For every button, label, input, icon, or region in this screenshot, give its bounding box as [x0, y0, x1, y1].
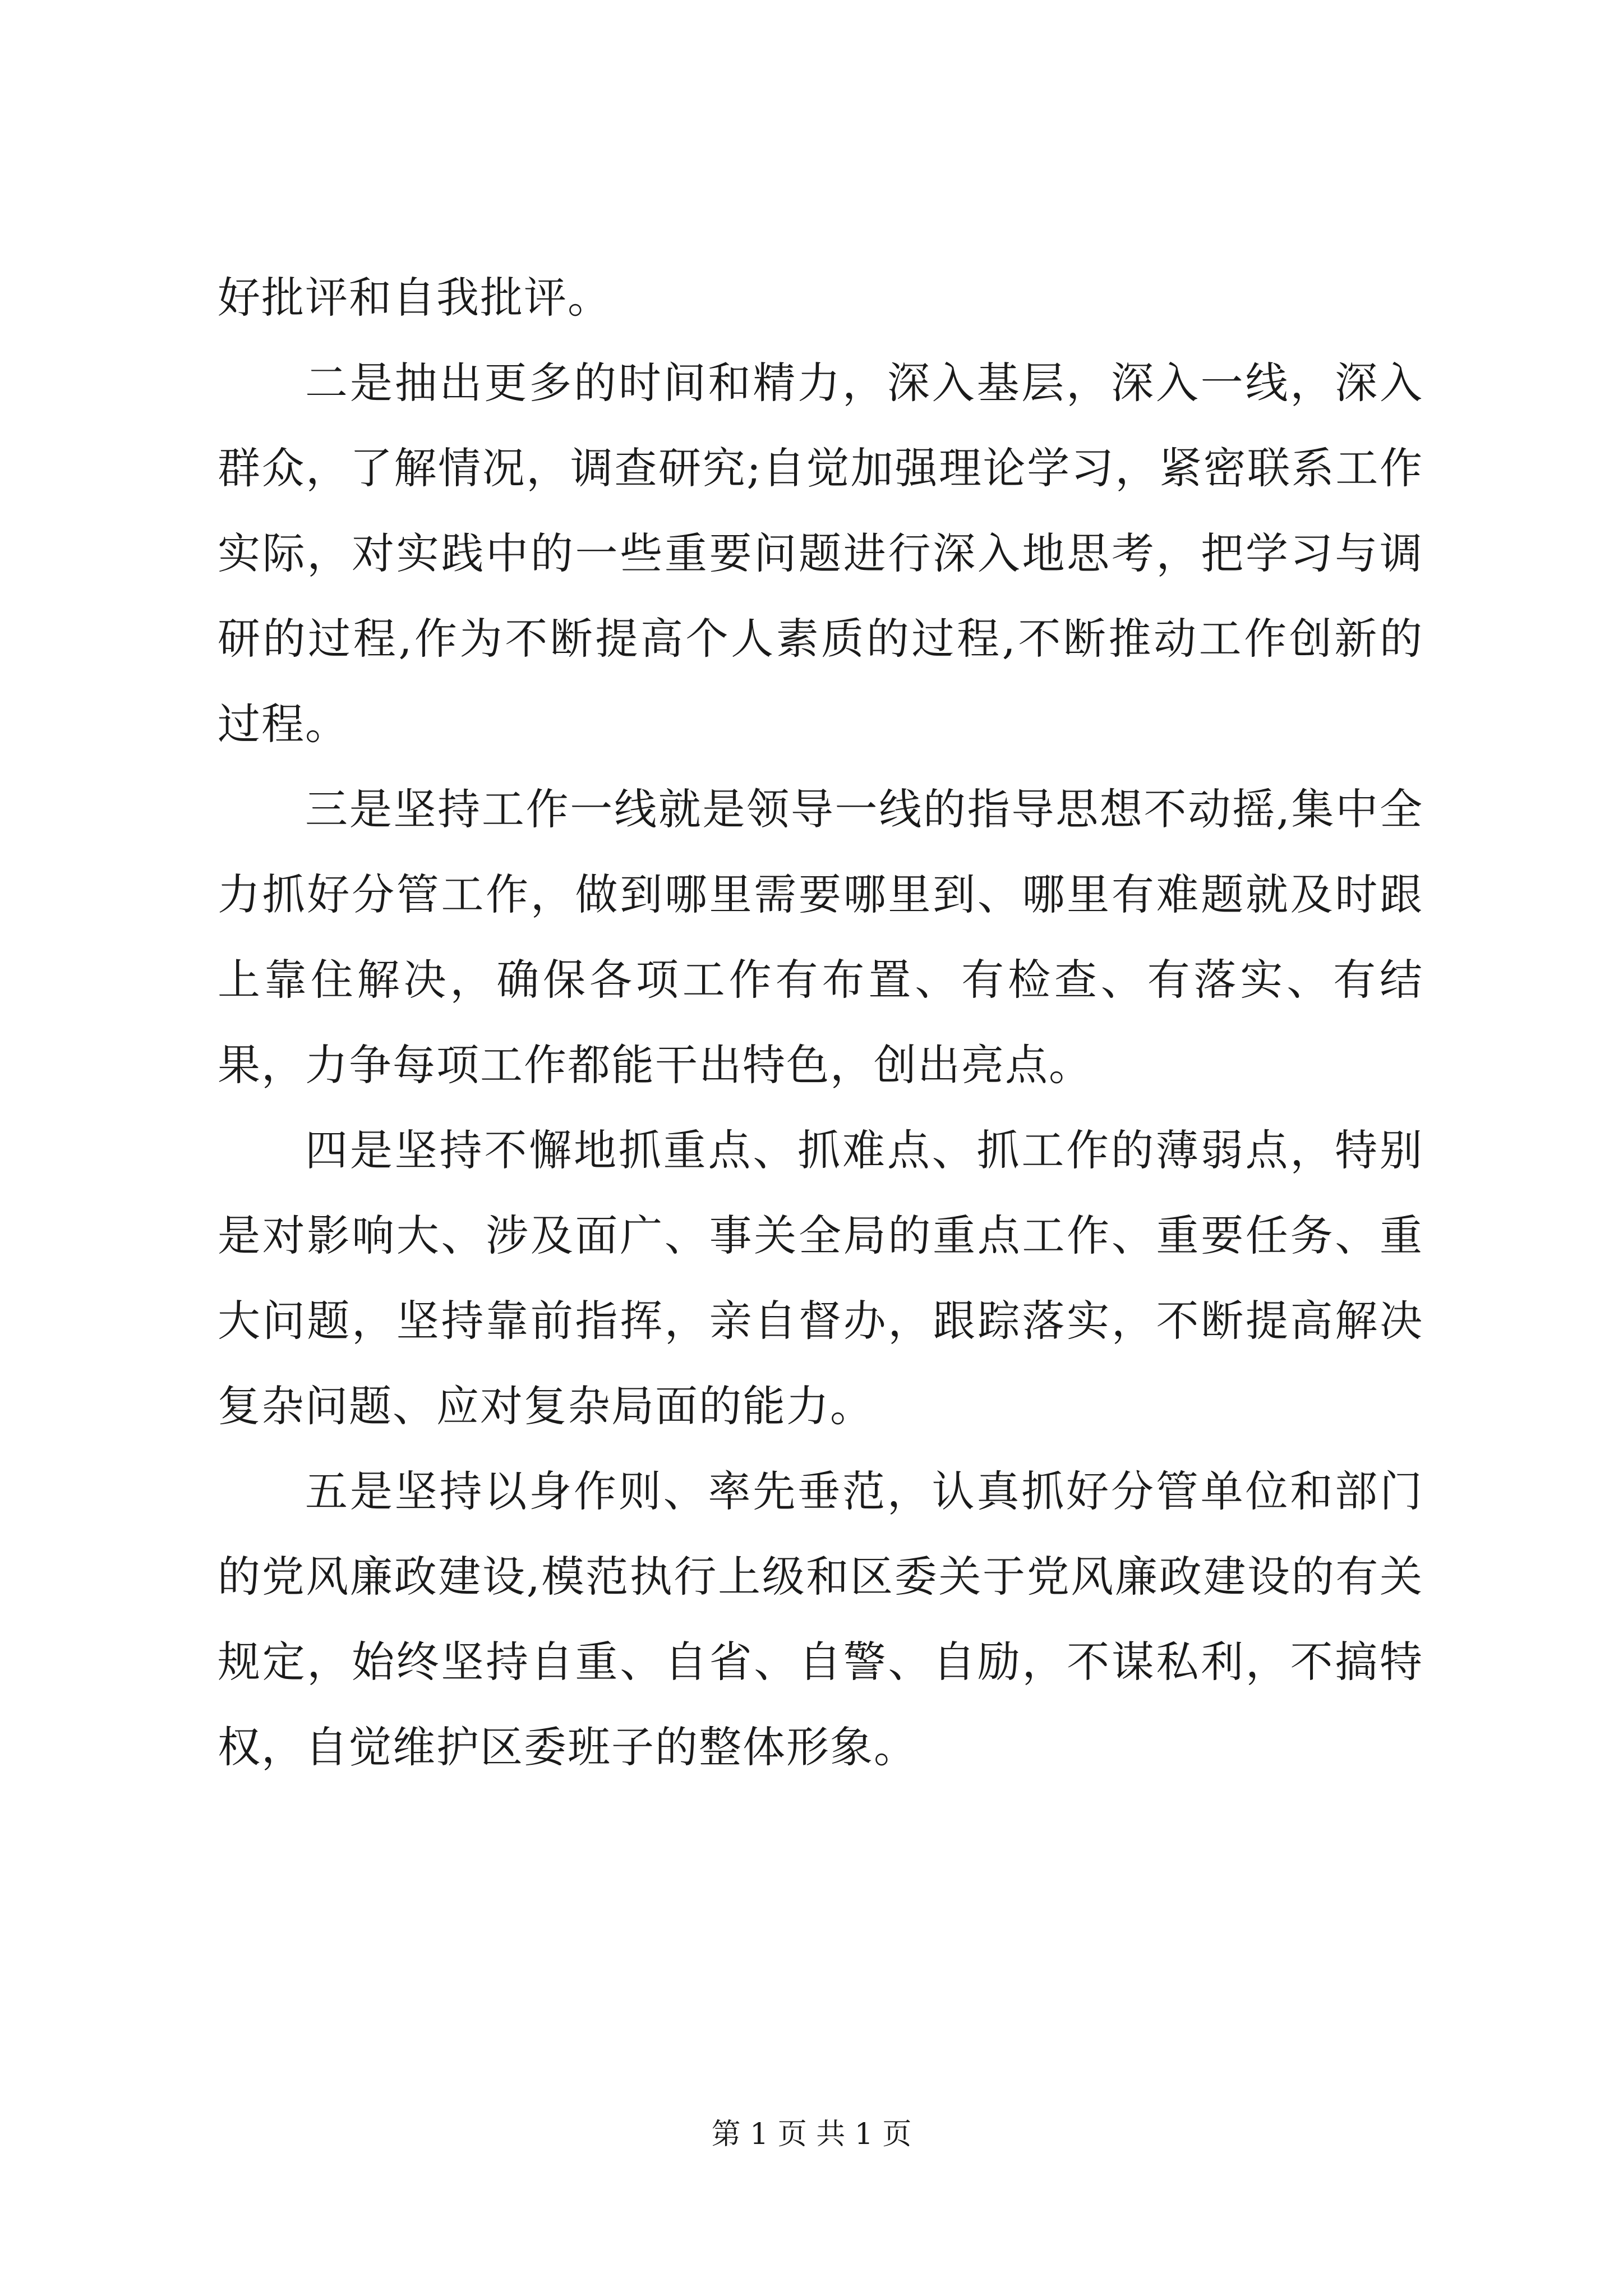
document-body [218, 255, 1423, 1790]
page-footer: 第 1 页 共 1 页 [711, 2118, 912, 2151]
paragraph-4: 四是坚持不懈地抓重点、抓难点、抓工作的薄弱点，特别是对影响大、涉及面广、事关全局的重点工作、重要任务、重大问题，坚持靠前指挥，亲自督办，跟踪落实，不断提高解决复杂问题、应对复杂局面的能力。 [218, 1125, 1423, 1431]
paragraph-3: 三是坚持工作一线就是领导一线的指导思想不动摇,集中全力抓好分管工作，做到哪里需要哪里到、哪里有难题就及时跟上靠住解决，确保各项工作有布置、有检查、有落实、有结果，力争每项工作都能干出特色，创出亮点。 [218, 784, 1423, 1090]
paragraph-2: 二是抽出更多的时间和精力，深入基层，深入一线，深入群众，了解情况，调查研究;自觉加强理论学习，紧密联系工作实际，对实践中的一些重要问题进行深入地思考，把学习与调研的过程,作为不断提高个人素质的过程,不断推动工作创新的过程。 [218, 358, 1423, 749]
paragraph-1: 好批评和自我批评。 [218, 273, 611, 323]
paragraph-5: 五是坚持以身作则、率先垂范，认真抓好分管单位和部门的党风廉政建设,模范执行上级和区委关于党风廉政建设的有关规定，始终坚持自重、自省、自警、自励，不谋私利，不搞特权，自觉维护区委班子的整体形象。 [218, 1466, 1423, 1772]
